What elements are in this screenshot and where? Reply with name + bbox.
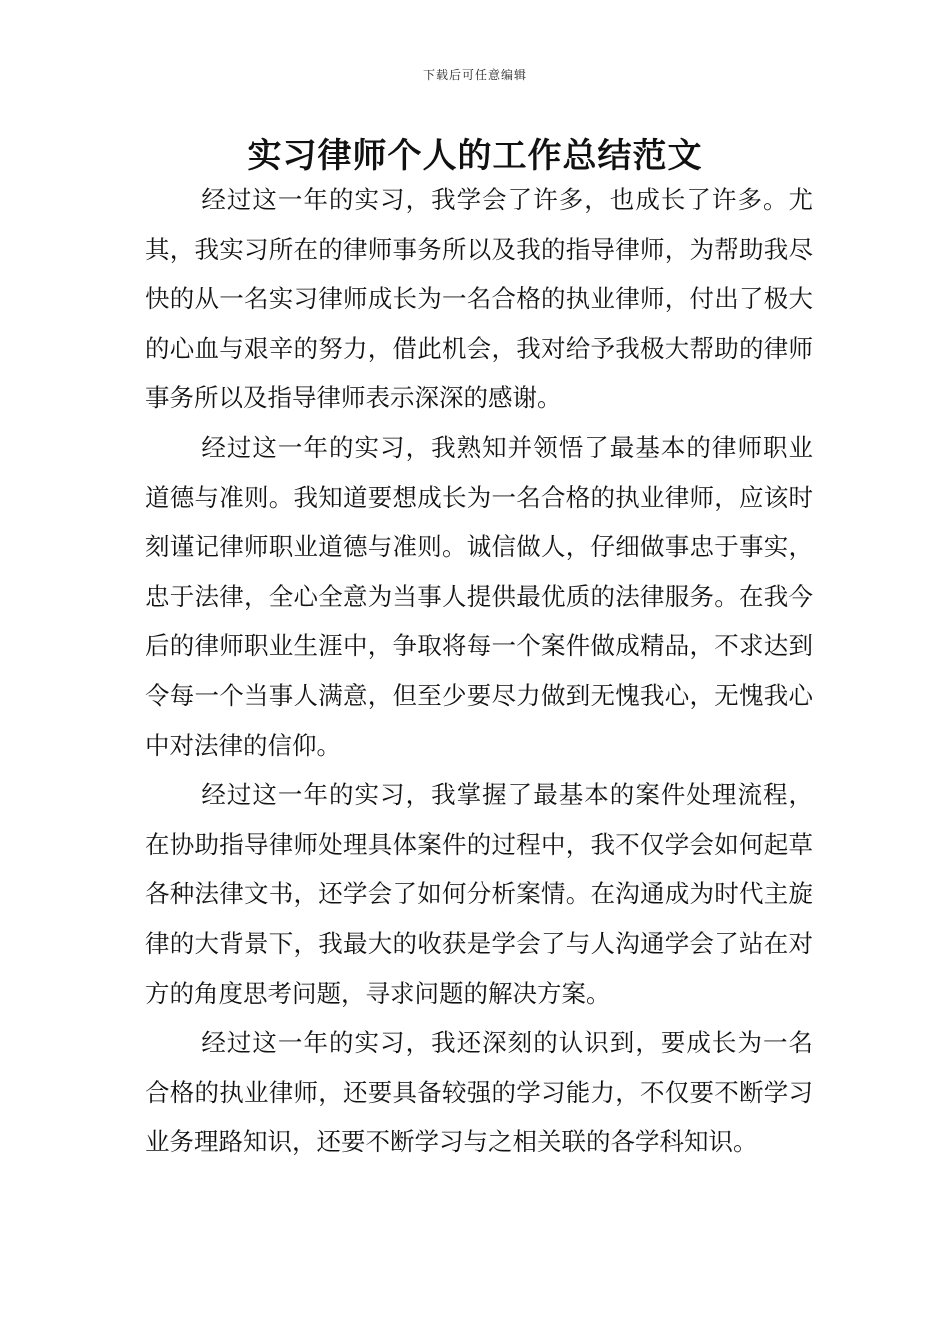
paragraph-1: 经过这一年的实习，我学会了许多，也成长了许多。尤其，我实习所在的律师事务所以及我的指导律师，为帮助我尽快的从一名实习律师成长为一名合格的执业律师，付出了极大的心血与艰辛的努力，借此机会，我对给予我极大帮助的律师事务所以及指导律师表示深深的感谢。 xyxy=(145,185,813,413)
paragraph-3: 经过这一年的实习，我掌握了最基本的案件处理流程，在协助指导律师处理具体案件的过程中，我不仅学会如何起草各种法律文书，还学会了如何分析案情。在沟通成为时代主旋律的大背景下，我最大的收获是学会了与人沟通学会了站在对方的角度思考问题，寻求问题的解决方案。 xyxy=(145,780,813,1008)
document-title: 实习律师个人的工作总结范文 xyxy=(247,136,703,176)
document-body xyxy=(145,175,813,1167)
paragraph-2: 经过这一年的实习，我熟知并领悟了最基本的律师职业道德与准则。我知道要想成长为一名合格的执业律师，应该时刻谨记律师职业道德与准则。诚信做人，仔细做事忠于事实，忠于法律，全心全意为当事人提供最优质的法律服务。在我今后的律师职业生涯中，争取将每一个案件做成精品，不求达到令每一个当事人满意，但至少要尽力做到无愧我心，无愧我心中对法律的信仰。 xyxy=(145,432,813,760)
header-note: 下载后可任意编辑 xyxy=(422,68,527,82)
paragraph-4: 经过这一年的实习，我还深刻的认识到，要成长为一名合格的执业律师，还要具备较强的学习能力，不仅要不断学习业务理路知识，还要不断学习与之相关联的各学科知识。 xyxy=(145,1028,813,1157)
